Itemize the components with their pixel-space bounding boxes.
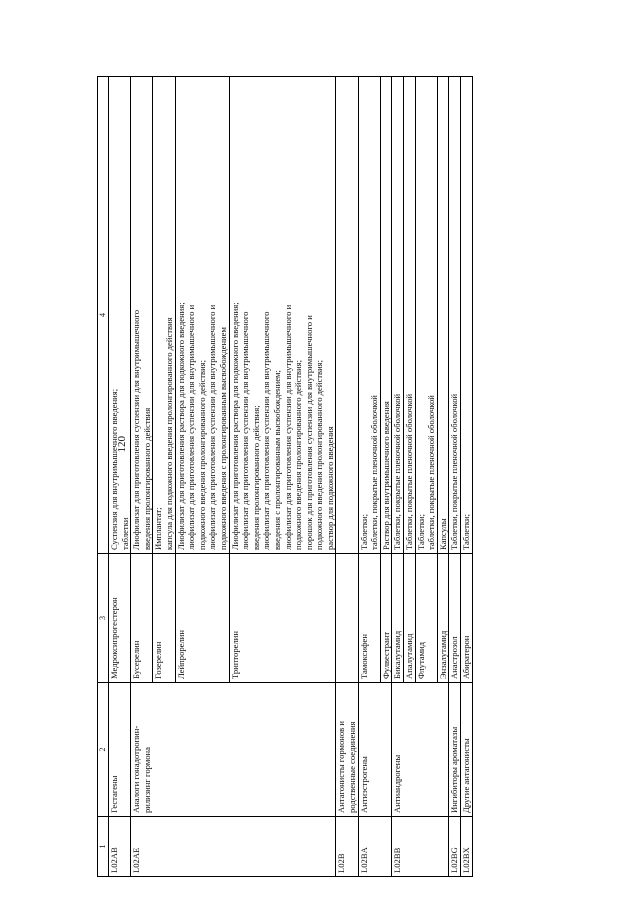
substance-name-line: Анастрозол [449,636,460,679]
group-name [131,683,336,817]
substance-name [404,554,416,683]
dosage-forms-line: Таблетки; [415,513,426,550]
dosage-forms-line: порошок для приготовления суспензии для внутримышечного и [303,315,314,550]
substance-name-line: Медроксипрогестерон [109,597,119,679]
table-row [109,77,131,877]
substance-name [358,554,380,683]
dosage-forms-line: подкожного введения пролонгированного действия; [293,359,304,550]
table-row [336,77,358,877]
dosage-forms [229,77,336,554]
drug-classification-table [97,76,473,877]
dosage-forms-line: подкожного введения с пролонгированным высвобождением [217,327,228,550]
dosage-forms-line: лиофилизат для приготовления суспензии для внутримышечного и [282,304,293,550]
dosage-forms-line: Таблетки, покрытые пленочной оболочкой [449,393,460,550]
atc-code: L02AB [109,817,131,877]
dosage-forms-line: Лиофилизат для приготовления раствора для подкожного введения; [175,302,186,550]
group-name-line: Гестагены [109,775,119,813]
dosage-forms-line: Таблетки; [358,513,369,550]
table-row [461,77,473,877]
dosage-forms-line: лиофилизат для приготовления суспензии для внутримышечного и [207,304,218,550]
table-row [358,77,380,877]
dosage-forms [175,77,229,554]
atc-code: L02AE [131,817,336,877]
column-number-row [98,77,109,877]
dosage-forms [437,77,449,554]
dosage-forms-line: Таблетки; [461,513,471,550]
dosage-forms [392,77,404,554]
substance-name [449,554,461,683]
dosage-forms-line: лиофилизат для приготовления суспензии для внутримышечного [261,311,272,550]
substance-name [109,554,131,683]
column-number-1: 1 [98,817,109,877]
substance-name [175,554,229,683]
dosage-forms-line: введения пролонгированного действия; [250,405,261,550]
group-name-line: родственные соединения [347,721,358,813]
substance-name [380,554,392,683]
substance-name [437,554,449,683]
dosage-forms-line: Лиофилизат для приготовления раствора для подкожного введения; [229,302,240,550]
substance-name [415,554,437,683]
substance-name-line: Трипторелин [229,631,240,679]
dosage-forms [415,77,437,554]
group-name-line: Антиэстрогены [358,756,369,813]
dosage-forms [131,77,153,554]
substance-name [336,554,358,683]
page-number: 120 [116,436,128,453]
dosage-forms-line: Суспензия для внутримышечного введения; [109,388,119,550]
substance-name-line: Абиратерон [461,635,471,679]
group-name-line: рилизинг гормона [141,747,152,813]
atc-code: L02BX [461,817,473,877]
dosage-forms [461,77,473,554]
dosage-forms-line: Раствор для внутримышечного введения [380,401,391,550]
substance-name-line: Апалутамид [404,633,415,679]
dosage-forms-line: Лиофилизат для приготовления суспензии для внутримышечного [131,310,142,550]
dosage-forms-line: введения с пролонгированным высвобождением; [271,370,282,550]
group-name-line: Ингибиторы ароматазы [449,726,460,813]
dosage-forms-line: капсула для подкожного введения пролонгированного действия [163,317,174,550]
group-name [392,683,449,817]
group-name [109,683,131,817]
dosage-forms-line: таблетки, покрытые пленочной оболочкой [426,395,437,550]
substance-name-line: Тамоксифен [358,634,369,679]
atc-code: L02B [336,817,358,877]
dosage-forms [404,77,416,554]
substance-name-line: Бусерелин [131,640,142,679]
column-number-3: 3 [98,554,109,683]
dosage-forms-line: Имплантат; [153,507,164,550]
dosage-forms-line: таблетки, покрытые пленочной оболочкой [369,395,380,550]
group-name [461,683,473,817]
substance-name [229,554,336,683]
rotated-page [97,77,577,877]
substance-name-line: Лейпрорелин [175,630,186,679]
dosage-forms-line: лиофилизат для приготовления суспензии для внутримышечного и [186,304,197,550]
group-name [449,683,461,817]
group-name-line: Аналоги гонадотропин- [131,725,142,813]
substance-name-line: Бикалутамид [392,630,403,679]
substance-name-line: Фулвестрант [380,631,391,679]
dosage-forms-line: таблетки [119,517,130,550]
atc-code: L02BG [449,817,461,877]
substance-name-line: Гозерелин [153,641,164,679]
group-name [336,683,358,817]
group-name-line: Другие антагонисты [461,738,471,813]
substance-name [392,554,404,683]
dosage-forms [336,77,358,554]
dosage-forms-line: введения пролонгированного действия [141,407,152,550]
dosage-forms-line: раствор для подкожного введения [324,426,335,550]
dosage-forms-line: Таблетки, покрытые пленочной оболочкой [404,393,415,550]
dosage-forms-line: лиофилизат для приготовления суспензии для внутримышечного [240,311,251,550]
column-number-4: 4 [98,77,109,554]
substance-name-line: Флутамид [415,641,426,679]
dosage-forms [153,77,175,554]
dosage-forms [358,77,380,554]
table-row [131,77,153,877]
dosage-forms [449,77,461,554]
dosage-forms-line: подкожного введения пролонгированного действия; [314,359,325,550]
atc-code: L02BA [358,817,392,877]
substance-name [461,554,473,683]
column-number-2: 2 [98,683,109,817]
atc-code: L02BB [392,817,449,877]
table-row [449,77,461,877]
group-name-line: Антагонисты гормонов и [336,721,347,813]
dosage-forms [109,77,131,554]
dosage-forms-line: подкожного введения пролонгированного действия; [196,359,207,550]
table-row [392,77,404,877]
group-name [358,683,392,817]
substance-name [153,554,175,683]
dosage-forms-line: Таблетки, покрытые пленочной оболочкой [392,393,403,550]
dosage-forms [380,77,392,554]
group-name-line: Антиандрогены [392,754,403,813]
dosage-forms-line: Капсулы [437,518,448,550]
substance-name [131,554,153,683]
substance-name-line: Энзалутамид [437,630,448,679]
